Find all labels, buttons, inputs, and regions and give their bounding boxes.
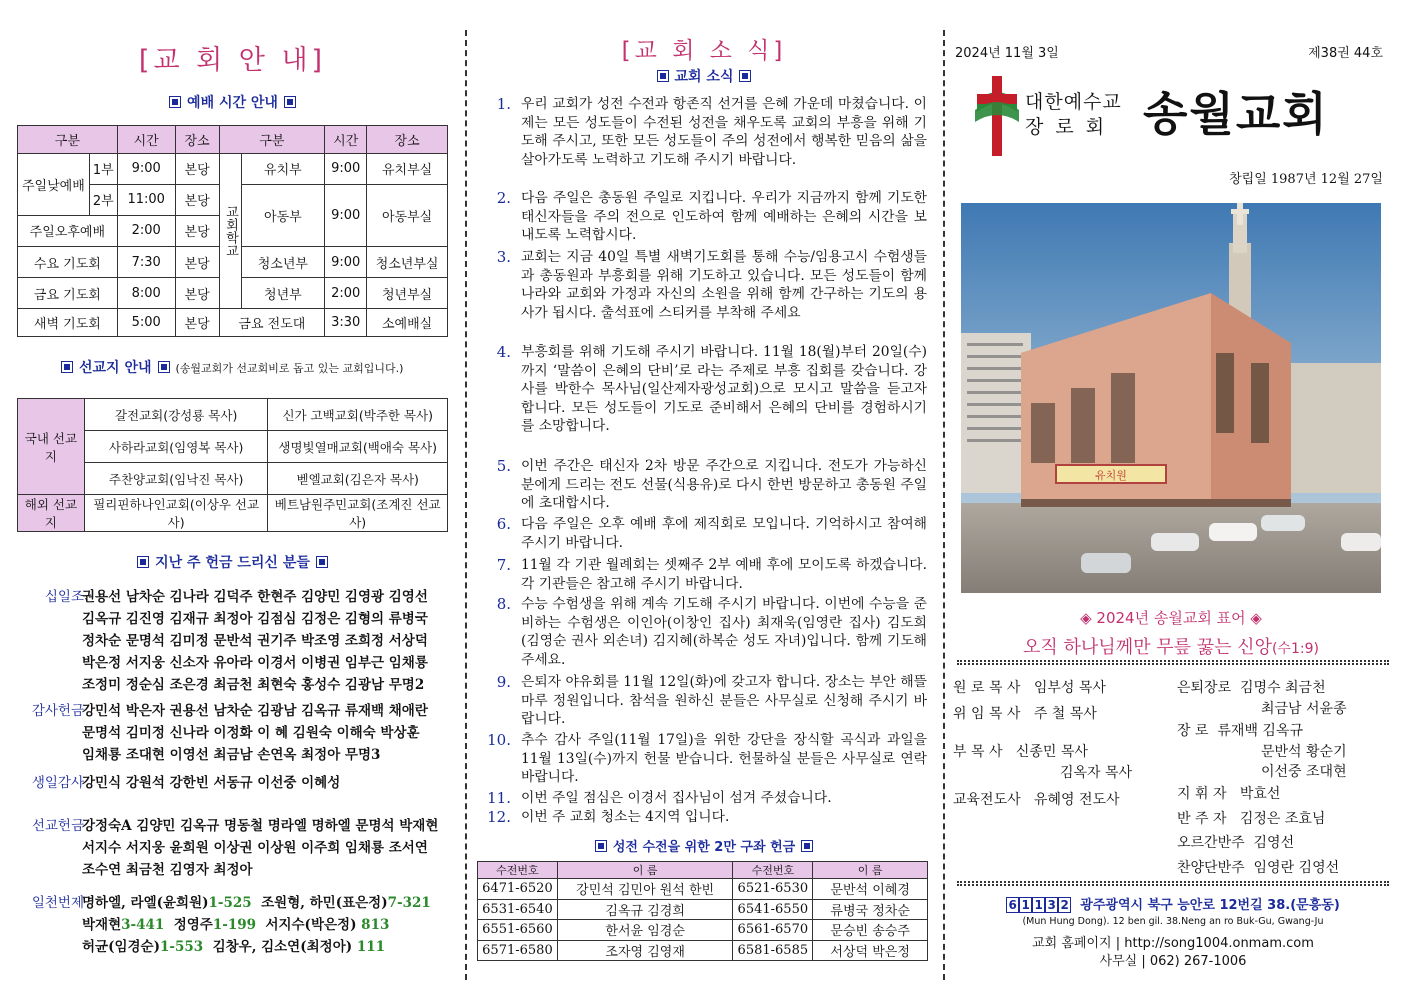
staff-senior-pastor: 위 임 목 사 주 철 목사 (953, 706, 1097, 722)
church-news-column (465, 0, 943, 992)
church-address-english: (Mun Hung Dong). 12 ben gil. 38.Neng an ro Buk-Gu, Gwang-Ju (1022, 916, 1324, 927)
motto-title: ◈ 2024년 송월교회 표어 ◈ (1080, 609, 1262, 627)
donation-heading: 성전 수전을 위한 2만 구좌 헌금 (465, 836, 943, 855)
denomination-line2: 장 로 회 (1025, 116, 1108, 138)
news-heading: 교회 소식 (465, 66, 943, 86)
staff-elders-2: 문반석 황순기 (1261, 744, 1347, 760)
staff-elders-3: 이선중 조대현 (1261, 764, 1347, 780)
square-bullet-icon (316, 556, 328, 568)
news-list: 1. 우리 교회가 성전 수전과 항존직 선거를 은혜 가운데 마쳤습니다. 이제는 모든 성도들이 수전된 성전을 채우도록 교회의 부흥을 위해 기도해 주시고, 또한 모든 성도들이 주의 성전에서 행복한 믿음의 삶을 살아가도록 노력하고 기도해 주시기 바랍니다. 2. 다음 주일은 총동원 주일로 지킵니다. 우리가 지금까지 함께 기도한 태신자들을 주의 전으로 인도하여 함께 예배하는 은혜의 시간을 보내도록 노력합시다. 3. 교회는 지금 40일 특별 새벽기도회를 통해 수능/임용고시 수험생들과 총동원과 부흥회를 위해 기도하고 있습니다. 모든 성도들이 함께 나라와 교회와 가정과 자신의 소원을 위해 함께 간구하는 기도의 용사가 됩시다. 출석표에 스티커를 부착해 주세요 4. 부흥회를 위해 기도해 주시기 바랍니다. 11월 18(월)부터 20일(수)까지 ‘말씀이 은혜의 단비’로 라는 주제로 부흥 집회를 갖습니다. 강사를 박한수 목사님(일산제자광성교회)으로 모시고 말씀을 듣고자 합니다. 모든 성도들이 기도로 준비해서 은혜의 단비를 경험하시기를 소망합니다. 5. 이번 주간은 태신자 2차 방문 주간으로 지킵니다. 전도가 가능하신 분에게 드리는 전도 선물(식용유)로 다시 한번 방문하고 총동원 주일에 초대합시다. 6. 다음 주일은 오후 예배 후에 제직회로 모입니다. 기억하시고 참여해 주시기 바랍니다. 7. 11월 각 기관 월례회는 셋째주 2부 예배 후에 모이도록 하겠습니다. 각 기관들은 참고해 주시기 바랍니다. 8. 수능 수험생을 위해 계속 기도해 주시기 바랍니다. 이번에 수능을 준비하는 수험생은 이인아(이창인 집사) 최재욱(임영란 집사) 김도희(김영순 권사 외손녀) 김지혜(하복순 성도 자녀)입니다. 함께 기도해 주세요. 9. 은퇴자 야유회를 11월 12일(화)에 갖고자 합니다. 장소는 부안 해뜰마루 정원입니다. 참석을 원하신 분들은 사무실로 신청해 주시기 바랍니다. 10. 추수 감사 주일(11월 17일)을 위한 강단을 장식할 곡식과 과일을 11월 13일(수)까지 헌물 받습니다. 헌물하실 분들은 사무실로 연락바랍니다. 11. 이번 주일 점심은 이경서 집사님이 섬겨 주셨습니다. 12. 이번 주 교회 청소는 4지역 입니다. (487, 95, 927, 826)
square-bullet-icon (158, 361, 170, 373)
zip-code: 6 1 1 3 2 (1006, 897, 1071, 913)
square-bullet-icon (61, 361, 73, 373)
kindergarten-sign: 유치원 (1095, 469, 1127, 482)
square-bullet-icon (169, 96, 181, 108)
square-bullet-icon (657, 70, 669, 82)
square-bullet-icon (284, 96, 296, 108)
church-school-label: 교회학교 (219, 153, 241, 308)
donation-table: 수전번호 이 름 수전번호 이 름 6471-6520 강민석 김민아 원석 한빈 6521-6530 문반석 이혜경 6531-6540 김옥규 김경희 6541-6550 류병국 정차순 6551-6560 한서윤 임경순 6561-6570 문승빈 송승주 6571-6580 조자영 김영재 6581-6585 서상덕 박은정 (477, 861, 928, 961)
bulletin-date: 2024년 11월 3일 (955, 46, 1059, 61)
staff-education-evangelist: 교육전도사 유혜영 전도사 (953, 792, 1120, 808)
square-bullet-icon (739, 70, 751, 82)
staff-associate-pastor-2: 김옥자 목사 (1060, 765, 1133, 781)
offering-birthday: 생일감사 강민식 강원석 강한빈 서동규 이선중 이혜성 (31, 775, 341, 791)
offering-heading: 지난 주 헌금 드리신 분들 (0, 552, 465, 572)
news-title: [교 회 소 식] (621, 38, 787, 64)
dotted-divider (957, 660, 1389, 665)
guide-title: [교 회 안 내] (138, 45, 327, 76)
staff-retired-elders-2: 최금남 서윤종 (1261, 701, 1347, 717)
motto-text: 오직 하나님께만 무릎 꿇는 신앙(수1:9) (1023, 637, 1319, 658)
worship-heading: 예배 시간 안내 (0, 92, 465, 112)
church-guide-column (0, 0, 465, 992)
dotted-divider (957, 881, 1389, 886)
staff-organist: 오르간반주 김영선 (1177, 835, 1295, 851)
church-building-photo (961, 203, 1381, 593)
mission-note: (송월교회가 선교회비로 돕고 있는 교회입니다.) (175, 362, 404, 375)
offering-thanks: 감사헌금 강민석 박은자 권용선 남차순 김광남 김옥규 류재백 채애란 문명석 김미정 신나라 이정화 이 혜 김원숙 이해숙 박상훈 임채룡 조대현 이영선 최금남 손연옥 최정아 무명3 (31, 703, 428, 763)
church-address: 6 1 1 3 2 광주광역시 북구 능안로 12번길 38.(문흥동) (957, 894, 1389, 913)
staff-retired-elders: 은퇴장로 김명수 최금천 (1177, 680, 1326, 696)
square-bullet-icon (137, 556, 149, 568)
staff-conductor: 지 휘 자 박효선 (1177, 786, 1281, 802)
church-cross-logo-icon (973, 72, 1021, 158)
church-homepage[interactable]: 교회 홈페이지 | http://song1004.onmam.com (1032, 936, 1314, 951)
staff-pianists: 반 주 자 김정은 조효님 (1177, 811, 1326, 827)
square-bullet-icon (801, 840, 813, 852)
mission-heading: 선교지 안내 (송월교회가 선교회비로 돕고 있는 교회입니다.) (55, 357, 455, 377)
worship-time-table: 구분 시간 장소 구분 시간 장소 주일낮예배 1부 9:00 본당 교회학교 유치부 9:00 유치부실 2부 11:00 본당 아동부 9:00 아동부실 주일오후예배 2:00 본당 수요 기도회 7:30 본당 청소년부 9:00 청소년부실 금요 기도회 8:00 본당 청년부 2:00 청년부실 새벽 기도회 5:00 본당 금요 전도대 3:30 소예배실 (17, 125, 448, 337)
square-bullet-icon (595, 840, 607, 852)
staff-associate-pastors: 부 목 사 신종민 목사 (953, 744, 1088, 760)
church-name: 송월교회 (1143, 87, 1329, 141)
mission-table: 국내 선교지 갈전교회(강성룡 목사) 신가 고백교회(박주한 목사) 사하라교회(임영복 목사) 생명빛열매교회(백애숙 목사) 주찬양교회(임낙진 목사) 벧엘교회(김은자 목사) 해외 선교지 필리핀하나인교회(이상우 선교사) 베트남원주민교회(조계진 선교사) (17, 398, 448, 532)
staff-praise-pianists: 찬양단반주 임영란 김영선 (1177, 860, 1340, 876)
staff-elders: 장 로 류재백 김옥규 (1177, 723, 1304, 739)
staff-emeritus-pastor: 원 로 목 사 임부성 목사 (953, 680, 1106, 696)
offering-ilcheon: 일천번제 명하엘, 라엘(윤희원)1-525 조원형, 하민(표은정)7-321 박재현3-441 정영주1-199 서지수(박은정) 813 허균(임경순)1-553 김창우, 김소연(최정아) 111 (31, 895, 431, 955)
denomination-line1: 대한예수교 (1025, 91, 1122, 113)
church-office-phone: 사무실 | 062) 267-1006 (1099, 954, 1247, 969)
founded-date: 창립일 1987년 12월 27일 (1229, 172, 1383, 187)
offering-mission: 선교헌금 강정숙A 김양민 김옥규 명동철 명라엘 명하엘 문명석 박재현 서지수 서지웅 윤희원 이상권 이상원 이주희 임채룡 조서연 조수연 최금천 김영자 최정아 (31, 818, 439, 878)
cover-column (943, 0, 1403, 992)
offering-tithe: 십일조 권용선 남차순 김나라 김덕주 한현주 김양민 김영광 김영선 김옥규 김진영 김재규 최정아 김점심 김정은 김형의 류병국 정차순 문명석 김미정 문반석 권기주 박조영 조희정 서상덕 박은정 서지웅 신소자 유아라 이경서 이병권 임부근 임채룡 조정미 정순심 조은경 최금천 최현숙 홍성수 김광남 무명2 (44, 589, 428, 693)
bulletin-volume: 제38권 44호 (1308, 46, 1383, 61)
